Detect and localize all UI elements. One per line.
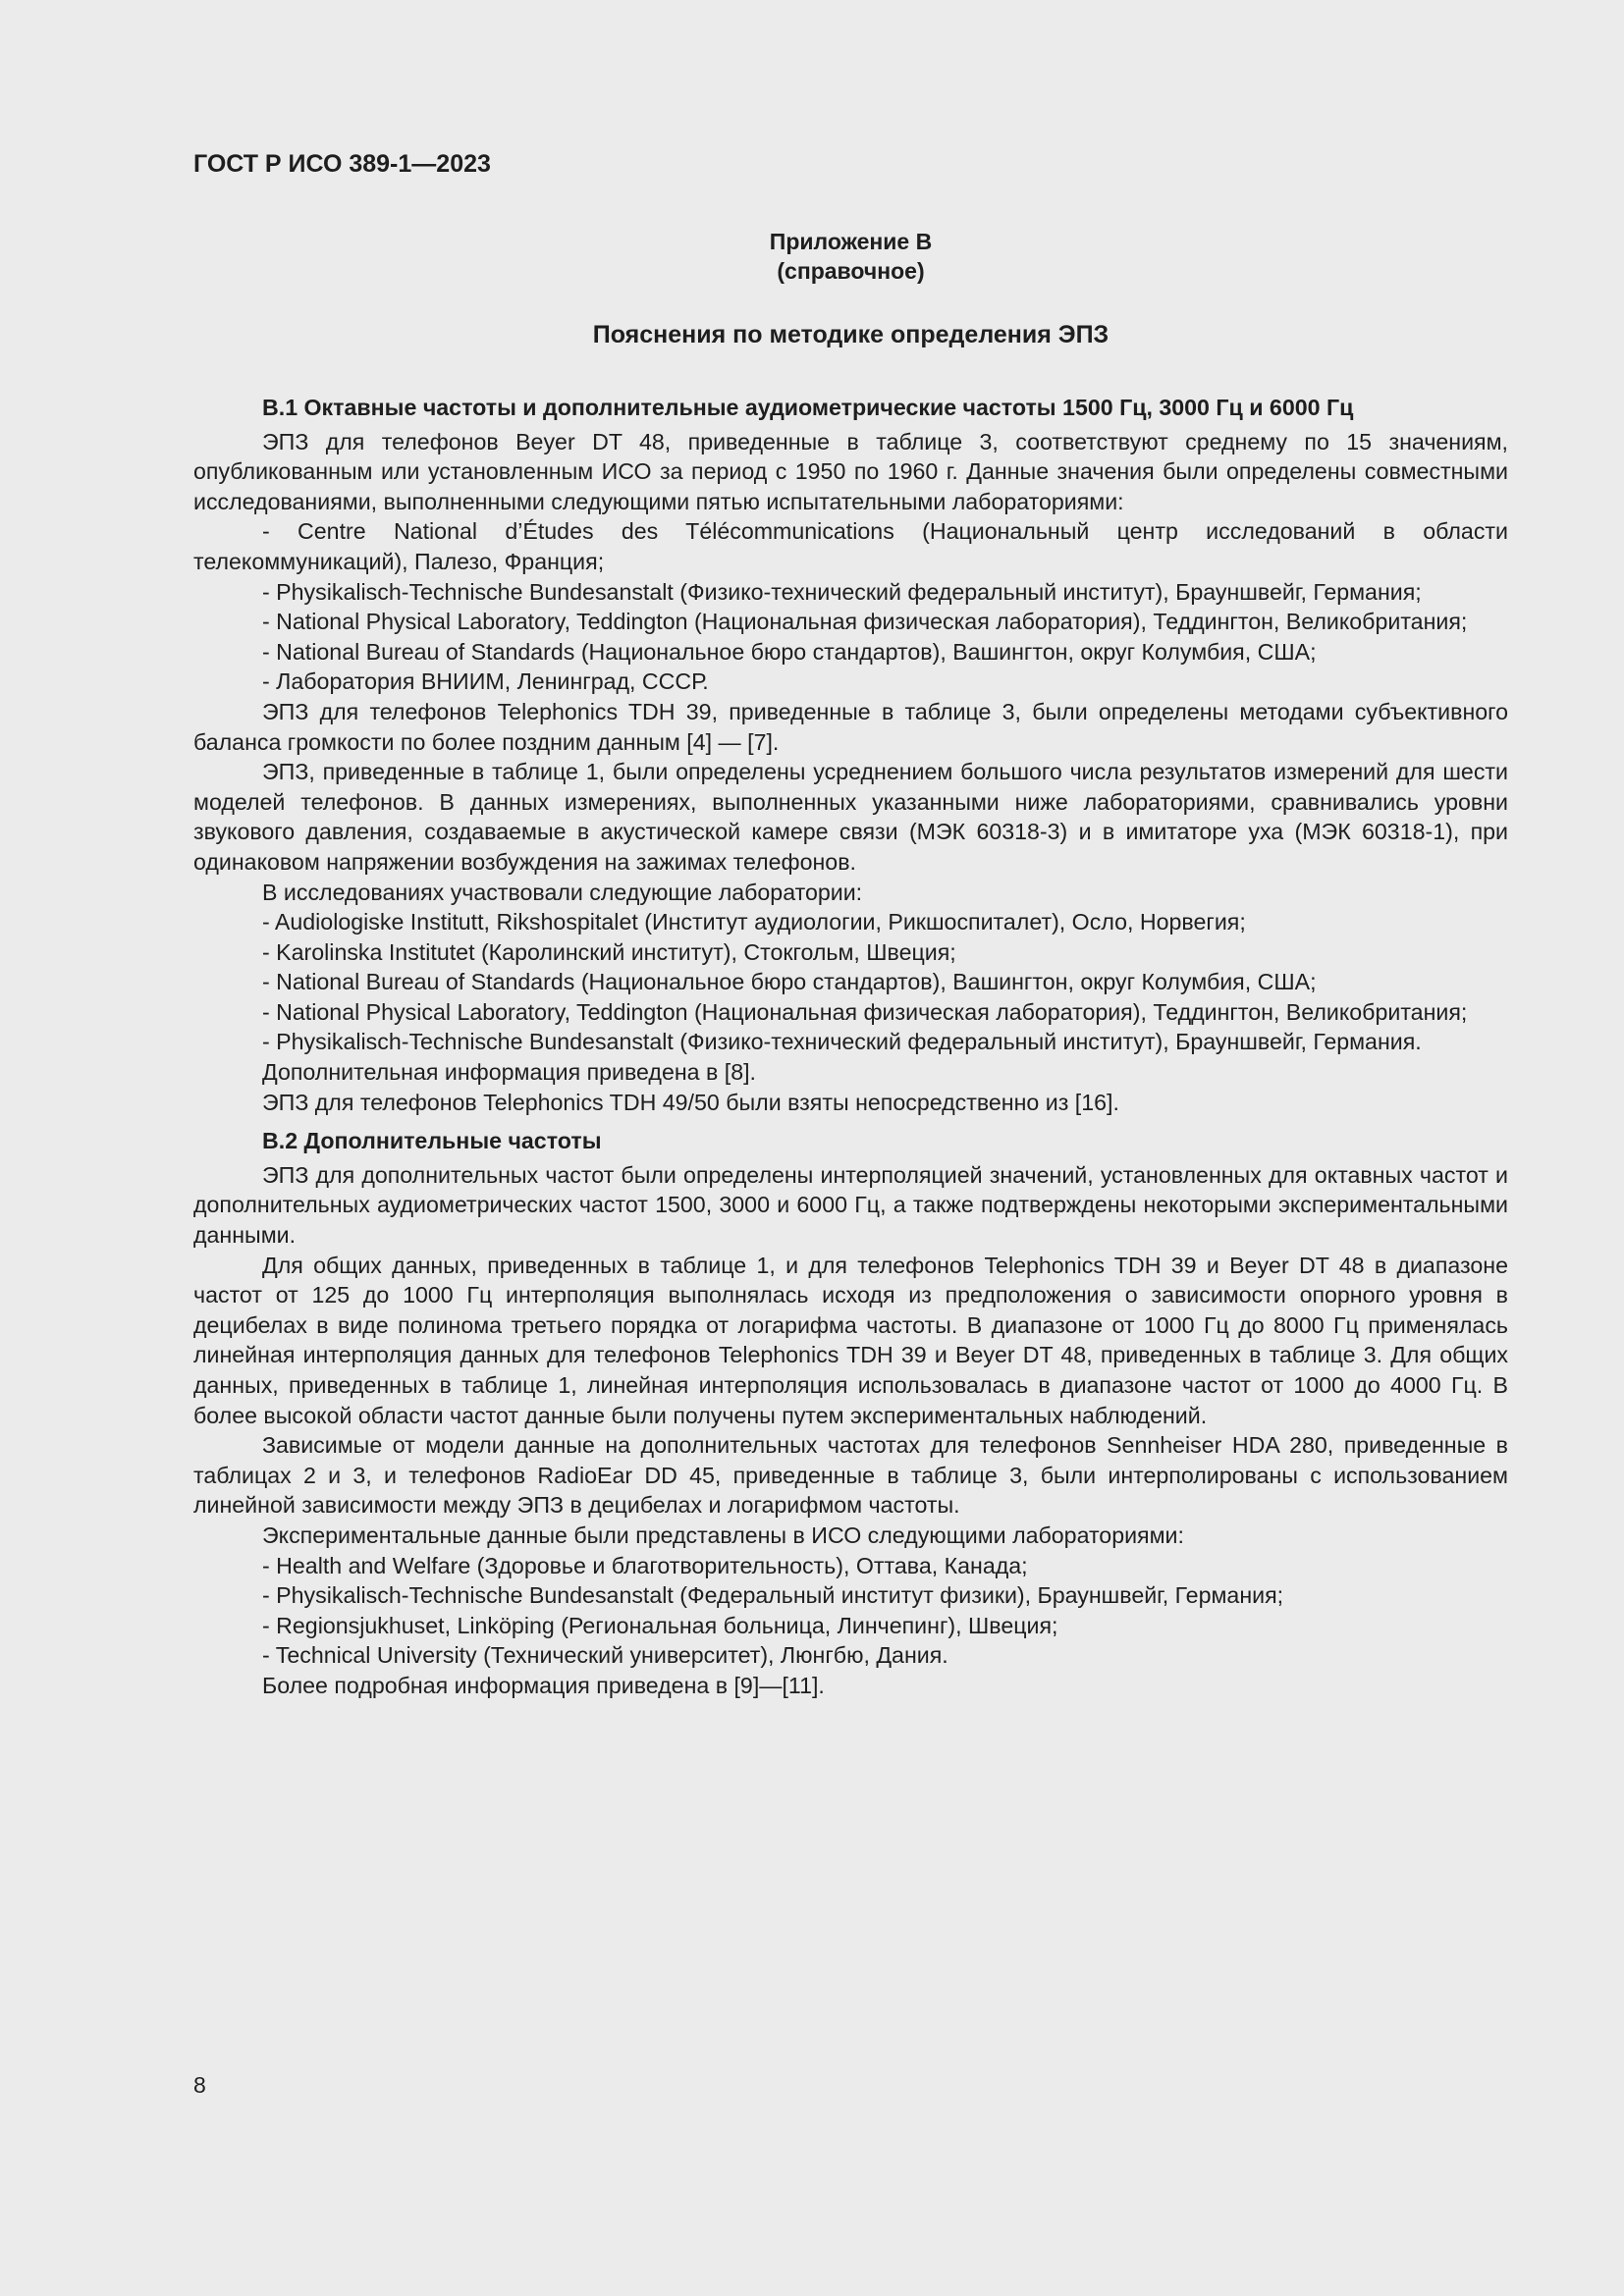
paragraph: Более подробная информация приведена в [9]—[11]. bbox=[262, 1672, 825, 1698]
section-heading: В.2 Дополнительные частоты bbox=[262, 1128, 602, 1154]
annex-type: (справочное) bbox=[777, 258, 925, 284]
annex-title: Пояснения по методике определения ЭПЗ bbox=[592, 321, 1110, 348]
paragraph: Дополнительная информация приведена в [8]. bbox=[262, 1059, 756, 1086]
list-item: - National Bureau of Standards (Национальное бюро стандартов), Вашингтон, округ Колумбия, США; bbox=[262, 969, 1317, 995]
list-item: - Physikalisch-Technische Bundesanstalt (Физико-технический федеральный институт), Брауншвейг, Германия; bbox=[262, 578, 1422, 605]
paragraph: ЭПЗ для дополнительных частот были определены интерполяцией значений, установленных для октавных частот и дополнительных аудиометрических частот 1500, 3000 и 6000 Гц, а также подтверждены некоторыми экспериментальными данными. bbox=[193, 1161, 1508, 1249]
list-item: - Audiologiske Institutt, Rikshospitalet (Институт аудиологии, Рикшоспиталет), Осло, Норвегия; bbox=[262, 909, 1246, 935]
list-item: - Technical University (Технический университет), Люнгбю, Дания. bbox=[262, 1642, 948, 1669]
list-item: - Centre National d’Études des Télécommunications (Национальный центр исследований в области телекоммуникаций), Палезо, Франция; bbox=[193, 518, 1508, 574]
list-item: - Physikalisch-Technische Bundesanstalt (Физико-технический федеральный институт), Брауншвейг, Германия. bbox=[262, 1029, 1422, 1055]
list-item: - Лаборатория ВНИИМ, Ленинград, СССР. bbox=[262, 668, 709, 695]
paragraph: Зависимые от модели данные на дополнительных частотах для телефонов Sennheiser HDA 280, приведенные в таблицах 2 и 3, и телефонов RadioEar DD 45, приведенные в таблице 3, были интерполированы с использованием линейной зависимости между ЭПЗ в децибелах и логарифмом частоты. bbox=[193, 1432, 1508, 1519]
list-item: - National Physical Laboratory, Teddington (Национальная физическая лаборатория), Теддингтон, Великобритания; bbox=[262, 609, 1468, 635]
document-code: ГОСТ Р ИСО 389-1—2023 bbox=[193, 150, 491, 178]
list-item: - Health and Welfare (Здоровье и благотворительность), Оттава, Канада; bbox=[262, 1552, 1028, 1578]
paragraph: ЭПЗ, приведенные в таблице 1, были определены усреднением большого числа результатов измерений для шести моделей телефонов. В данных измерениях, выполненных указанными ниже лабораториями, сравнивались уровни звукового давления, создаваемые в акустической камере связи (МЭК 60318-3) и в имитаторе уха (МЭК 60318-1), при одинаковом напряжении возбуждения на зажимах телефонов. bbox=[193, 759, 1508, 875]
list-item: - Regionsjukhuset, Linköping (Региональная больница, Линчепинг), Швеция; bbox=[262, 1612, 1058, 1638]
paragraph: ЭПЗ для телефонов Telephonics TDH 49/50 были взяты непосредственно из [16]. bbox=[262, 1089, 1119, 1115]
list-item: - Karolinska Institutet (Каролинский институт), Стокгольм, Швеция; bbox=[262, 938, 956, 965]
list-item: - National Bureau of Standards (Национальное бюро стандартов), Вашингтон, округ Колумбия, США; bbox=[262, 638, 1317, 665]
paragraph: В исследованиях участвовали следующие лаборатории: bbox=[262, 879, 863, 905]
section-heading: В.1 Октавные частоты и дополнительные аудиометрические частоты 1500 Гц, 3000 Гц и 6000 Гц bbox=[262, 395, 1354, 420]
paragraph: ЭПЗ для телефонов Telephonics TDH 39, приведенные в таблице 3, были определены методами субъективного баланса громкости по более поздним данным [4] — [7]. bbox=[193, 698, 1508, 755]
list-item: - National Physical Laboratory, Teddington (Национальная физическая лаборатория), Теддингтон, Великобритания; bbox=[262, 998, 1468, 1025]
page-number: 8 bbox=[193, 2072, 206, 2098]
list-item: - Physikalisch-Technische Bundesanstalt (Федеральный институт физики), Брауншвейг, Германия; bbox=[262, 1582, 1284, 1609]
paragraph: Экспериментальные данные были представлены в ИСО следующими лабораториями: bbox=[262, 1522, 1184, 1548]
annex-heading bbox=[193, 227, 1508, 286]
body-text bbox=[193, 393, 1508, 1701]
paragraph: ЭПЗ для телефонов Beyer DT 48, приведенные в таблице 3, соответствуют среднему по 15 значениям, опубликованным или установленным ИСО за период с 1950 по 1960 г. Данные значения были определены совместными исследованиями, выполненными следующими пятью испытательными лабораториями: bbox=[193, 428, 1508, 514]
annex-label: Приложение В bbox=[769, 229, 933, 254]
paragraph: Для общих данных, приведенных в таблице 1, и для телефонов Telephonics TDH 39 и Beyer DT 48 в диапазоне частот от 125 до 1000 Гц интерполяция выполнялась исходя из предположения о зависимости опорного уровня в децибелах в виде полинома третьего порядка от логарифма частоты. В диапазоне от 1000 Гц до 8000 Гц применялась линейная интерполяция данных для телефонов Telephonics TDH 39 и Beyer DT 48, приведенных в таблице 3. Для общих данных, приведенных в таблице 1, линейная интерполяция использовалась в диапазоне частот от 1000 до 4000 Гц. В более высокой области частот данные были получены путем экспериментальных наблюдений. bbox=[193, 1252, 1508, 1428]
